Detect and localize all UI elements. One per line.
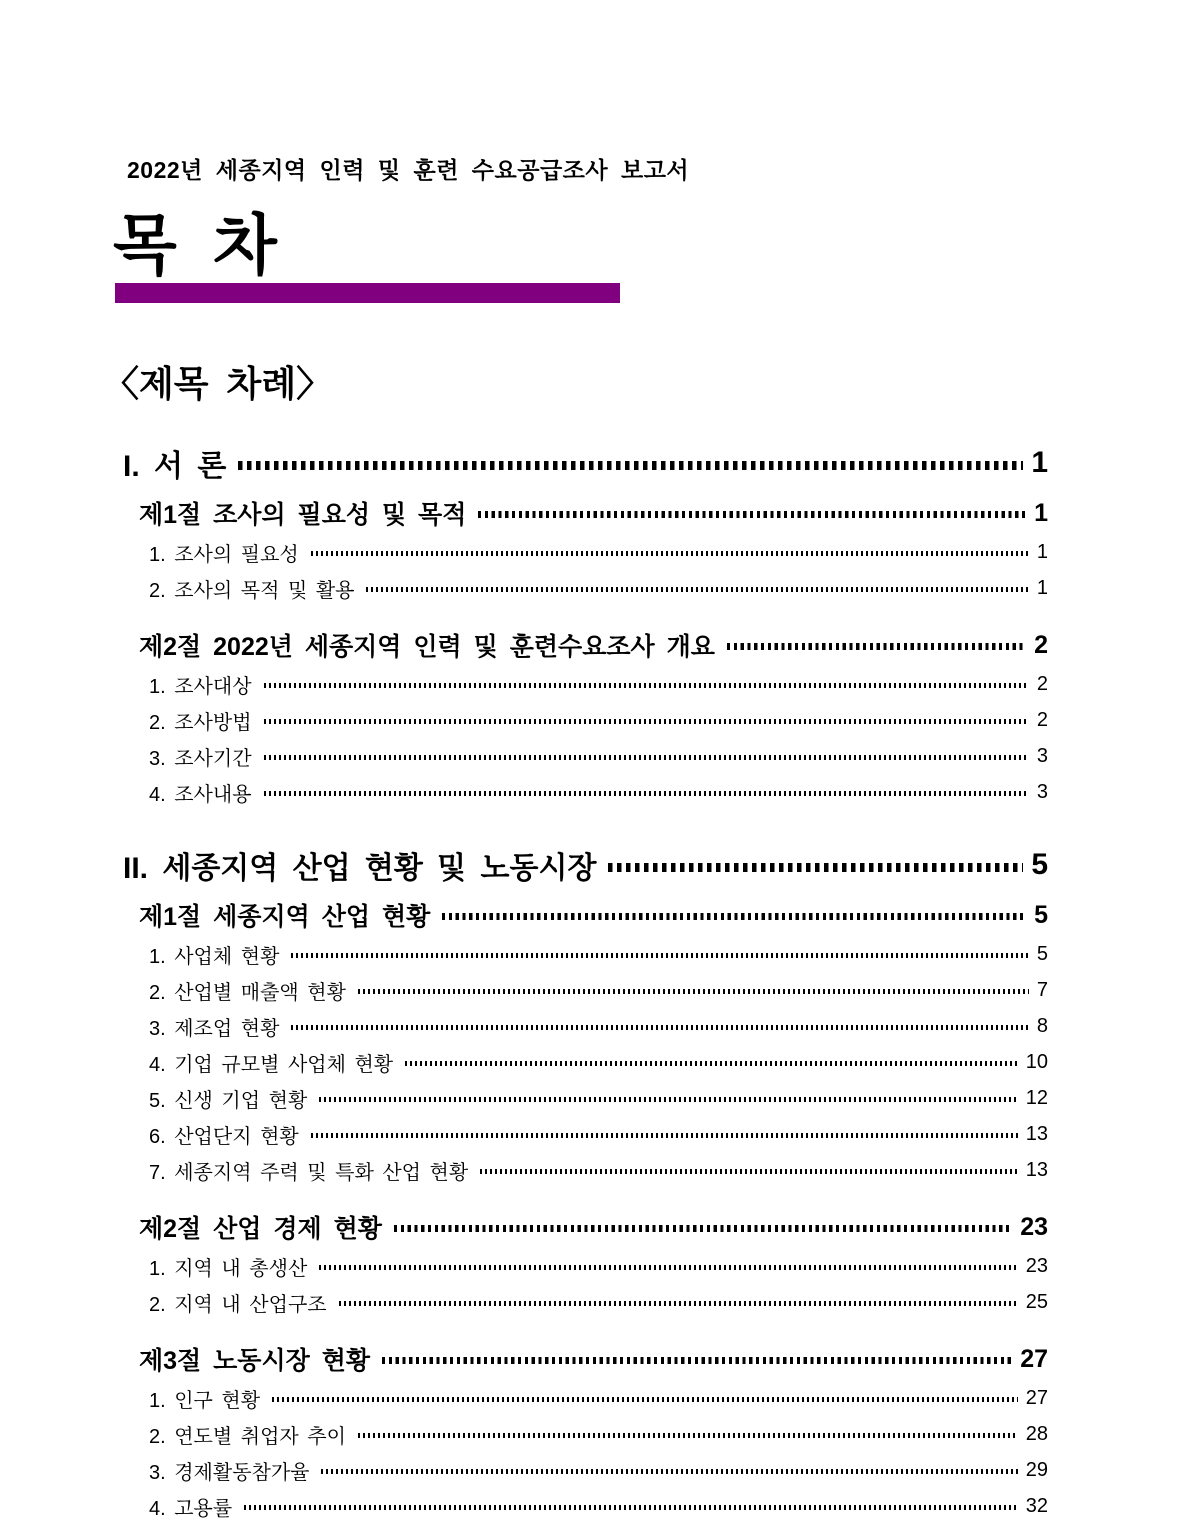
toc-entry-page: 29 [1025,1458,1048,1481]
toc-entry[interactable] [115,440,1048,486]
dot-leader [480,1169,1018,1174]
toc-entry[interactable] [115,936,1048,972]
toc-entry-page: 1 [1036,576,1048,599]
toc-entry-label: 6. 산업단지 현황 [149,1125,299,1148]
toc-entry-page: 27 [1020,1344,1048,1373]
toc-entry-label: 4. 고용률 [149,1497,233,1520]
toc-entry-label: 제1절 세종지역 산업 현황 [139,903,431,931]
toc-list-heading: 〈제목 차례〉 [103,363,333,404]
toc-entry[interactable] [115,534,1048,570]
dot-leader [405,1061,1018,1066]
toc-entry-page: 3 [1036,780,1048,803]
toc-entry-label: 제2절 산업 경제 현황 [139,1215,382,1243]
toc-entry[interactable] [115,1008,1048,1044]
toc-entry-page: 5 [1031,848,1048,881]
toc-entry[interactable] [115,774,1048,810]
toc-entry[interactable] [115,1044,1048,1080]
toc-entry-label: 4. 기업 규모별 사업체 현황 [149,1053,394,1076]
toc-entry-label: 3. 조사기간 [149,747,252,770]
dot-leader [272,1397,1018,1402]
toc-entry[interactable] [115,1116,1048,1152]
toc-entry-page: 1 [1031,446,1048,479]
toc-entry-label: 7. 세종지역 주력 및 특화 산업 현황 [149,1161,469,1184]
dot-leader [478,511,1026,518]
toc-entry-page: 3 [1036,744,1048,767]
dot-leader [366,587,1028,592]
toc-entry[interactable] [115,624,1048,666]
toc-entry-label: 4. 조사내용 [149,783,252,806]
toc-entry[interactable] [115,894,1048,936]
dot-leader [442,913,1026,920]
toc-entry[interactable] [115,1206,1048,1248]
dot-leader [238,461,1023,470]
dot-leader [264,683,1029,688]
toc-entry-page: 12 [1025,1086,1048,1109]
dot-leader [244,1505,1018,1510]
toc-entry-label: 1. 인구 현황 [149,1389,261,1412]
toc-entry[interactable] [115,1080,1048,1116]
toc-list [115,434,1048,1524]
dot-leader [319,1265,1017,1270]
toc-entry-page: 27 [1025,1386,1048,1409]
toc-entry-label: 1. 조사의 필요성 [149,543,299,566]
toc-entry-page: 32 [1025,1494,1048,1517]
toc-entry-page: 23 [1025,1254,1048,1277]
toc-entry-page: 2 [1034,630,1048,659]
toc-entry[interactable] [115,1452,1048,1488]
dot-leader [358,1433,1018,1438]
dot-leader [291,1025,1028,1030]
toc-entry[interactable] [115,1338,1048,1380]
dot-leader [727,643,1026,650]
dot-leader [339,1301,1018,1306]
report-title: 2022년 세종지역 인력 및 훈련 수요공급조사 보고서 [127,157,690,183]
toc-entry-label: II. 세종지역 산업 현황 및 노동시장 [123,852,597,885]
toc-entry-page: 13 [1025,1158,1048,1181]
toc-entry-label: 제1절 조사의 필요성 및 목적 [139,501,467,529]
title-underline-bar [115,283,620,303]
toc-entry-page: 10 [1025,1050,1048,1073]
toc-entry-page: 23 [1020,1212,1048,1241]
dot-leader [319,1097,1017,1102]
toc-entry-page: 25 [1025,1290,1048,1313]
toc-entry-label: 2. 조사의 목적 및 활용 [149,579,355,602]
toc-entry-page: 5 [1036,942,1048,965]
toc-entry[interactable] [115,1416,1048,1452]
dot-leader [291,953,1028,958]
dot-leader [311,1133,1018,1138]
toc-entry-page: 2 [1036,672,1048,695]
toc-entry[interactable] [115,972,1048,1008]
dot-leader [311,551,1029,556]
toc-entry-label: 2. 산업별 매출액 현황 [149,981,346,1004]
toc-entry-page: 5 [1034,900,1048,929]
dot-leader [321,1469,1017,1474]
toc-entry[interactable] [115,702,1048,738]
toc-entry[interactable] [115,842,1048,888]
toc-entry-label: 제3절 노동시장 현황 [139,1347,370,1375]
dot-leader [382,1357,1012,1364]
dot-leader [608,863,1023,872]
dot-leader [264,755,1029,760]
toc-entry-label: 2. 지역 내 산업구조 [149,1293,327,1316]
toc-entry-label: 1. 지역 내 총생산 [149,1257,308,1280]
toc-entry[interactable] [115,1488,1048,1524]
dot-leader [358,989,1029,994]
dot-leader [264,719,1029,724]
toc-entry-label: I. 서 론 [123,450,227,483]
toc-entry[interactable] [115,666,1048,702]
toc-entry[interactable] [115,1380,1048,1416]
toc-entry-label: 2. 연도별 취업자 추이 [149,1425,346,1448]
toc-entry-page: 1 [1036,540,1048,563]
toc-entry-label: 1. 사업체 현황 [149,945,280,968]
toc-entry[interactable] [115,1248,1048,1284]
toc-entry-page: 8 [1036,1014,1048,1037]
toc-entry-label: 3. 제조업 현황 [149,1017,280,1040]
toc-entry[interactable] [115,492,1048,534]
toc-entry-label: 3. 경제활동참가율 [149,1461,310,1484]
dot-leader [264,791,1029,796]
toc-entry-page: 1 [1034,498,1048,527]
toc-entry[interactable] [115,738,1048,774]
toc-entry-page: 13 [1025,1122,1048,1145]
toc-entry-label: 5. 신생 기업 현황 [149,1089,308,1112]
toc-entry-page: 28 [1025,1422,1048,1445]
toc-entry-page: 2 [1036,708,1048,731]
toc-entry[interactable] [115,570,1048,606]
toc-entry-label: 제2절 2022년 세종지역 인력 및 훈련수요조사 개요 [139,633,715,661]
toc-entry[interactable] [115,1152,1048,1188]
toc-entry-label: 2. 조사방법 [149,711,252,734]
toc-entry-page: 7 [1036,978,1048,1001]
toc-entry[interactable] [115,1284,1048,1320]
dot-leader [394,1225,1012,1232]
page-title: 목 차 [113,208,279,282]
toc-entry-label: 1. 조사대상 [149,675,252,698]
